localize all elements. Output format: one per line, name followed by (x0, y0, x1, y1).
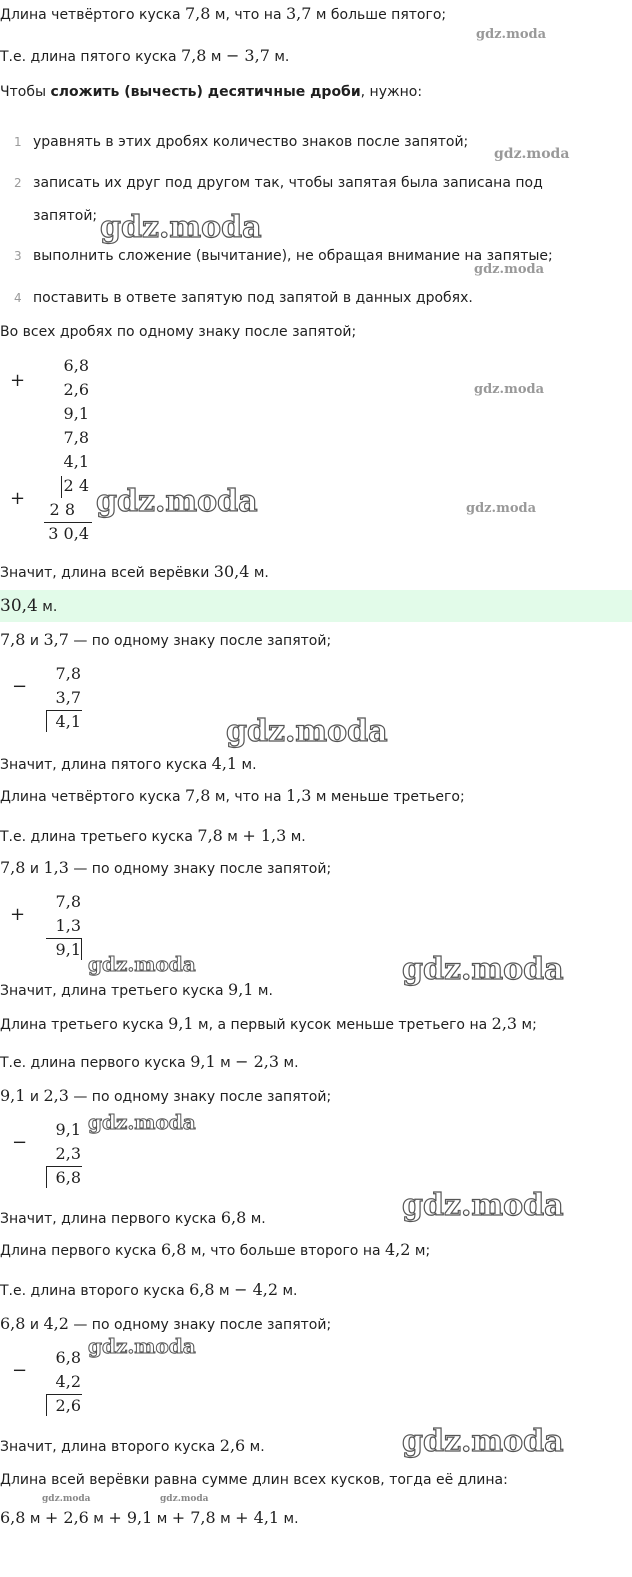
text-line: Т.е. длина первого куска 9,1 м − 2,3 м. (0, 1052, 299, 1071)
watermark: gdz.moda (88, 1334, 196, 1358)
text-line: Значит, длина пятого куска 4,1 м. (0, 754, 257, 773)
watermark: gdz.moda (160, 1494, 209, 1504)
list-item: выполнить сложение (вычитание), не обращая внимание на запятые; (33, 248, 553, 264)
list-item: поставить в ответе запятую под запятой в данных дробях. (33, 290, 473, 306)
watermark: gdz.moda (466, 501, 537, 516)
watermark: gdz.moda (494, 146, 570, 162)
text-line: 6,8 и 4,2 — по одному знаку после запятой; (0, 1314, 332, 1333)
watermark: gdz.moda (226, 714, 388, 749)
watermark: gdz.moda (42, 1494, 91, 1504)
text-line: Длина третьего куска 9,1 м, а первый кусок меньше третьего на 2,3 м; (0, 1014, 537, 1033)
text-line: Т.е. длина пятого куска 7,8 м − 3,7 м. (0, 46, 290, 65)
text-line: 7,8 и 1,3 — по одному знаку после запятой; (0, 858, 332, 877)
text-line: Т.е. длина третьего куска 7,8 м + 1,3 м. (0, 826, 306, 845)
text-line: Чтобы сложить (вычесть) десятичные дроби, нужно: (0, 84, 423, 100)
list-item: уравнять в этих дробях количество знаков после запятой; (33, 134, 469, 150)
watermark: gdz.moda (474, 382, 545, 397)
list-item-continuation: запятой; (33, 208, 98, 224)
watermark: gdz.moda (88, 1110, 196, 1134)
text-line: 6,8 м + 2,6 м + 9,1 м + 7,8 м + 4,1 м. (0, 1508, 299, 1527)
watermark: gdz.moda (100, 210, 262, 245)
text-line: Значит, длина третьего куска 9,1 м. (0, 980, 273, 999)
text-line: 9,1 и 2,3 — по одному знаку после запятой; (0, 1086, 332, 1105)
list-number: 2 (14, 176, 22, 190)
answer: 30,4 м. (0, 596, 58, 616)
text-line: Значит, длина первого куска 6,8 м. (0, 1208, 266, 1227)
list-number: 3 (14, 249, 22, 263)
list-number: 1 (14, 135, 22, 149)
text-line: Во всех дробях по одному знаку после запятой; (0, 324, 357, 340)
text-line: Длина четвёртого куска 7,8 м, что на 3,7 м больше пятого; (0, 4, 447, 23)
list-item: записать их друг под другом так, чтобы запятая была записана под (33, 175, 543, 191)
text-line: Значит, длина второго куска 2,6 м. (0, 1436, 265, 1455)
text-line: Длина всей верёвки равна сумме длин всех кусков, тогда её длина: (0, 1472, 508, 1488)
text-line: Т.е. длина второго куска 6,8 м − 4,2 м. (0, 1280, 298, 1299)
watermark: gdz.moda (474, 262, 545, 277)
watermark: gdz.moda (88, 952, 196, 976)
text-line: 7,8 и 3,7 — по одному знаку после запятой; (0, 630, 332, 649)
watermark: gdz.moda (402, 1188, 564, 1223)
watermark: gdz.moda (476, 27, 547, 42)
text-line: Значит, длина всей верёвки 30,4 м. (0, 562, 269, 581)
text-line: Длина первого куска 6,8 м, что больше второго на 4,2 м; (0, 1240, 431, 1259)
watermark: gdz.moda (402, 1424, 564, 1459)
list-number: 4 (14, 291, 22, 305)
answer-highlight (0, 590, 632, 622)
text-line: Длина четвёртого куска 7,8 м, что на 1,3 м меньше третьего; (0, 786, 465, 805)
watermark: gdz.moda (402, 952, 564, 987)
watermark: gdz.moda (96, 484, 258, 519)
